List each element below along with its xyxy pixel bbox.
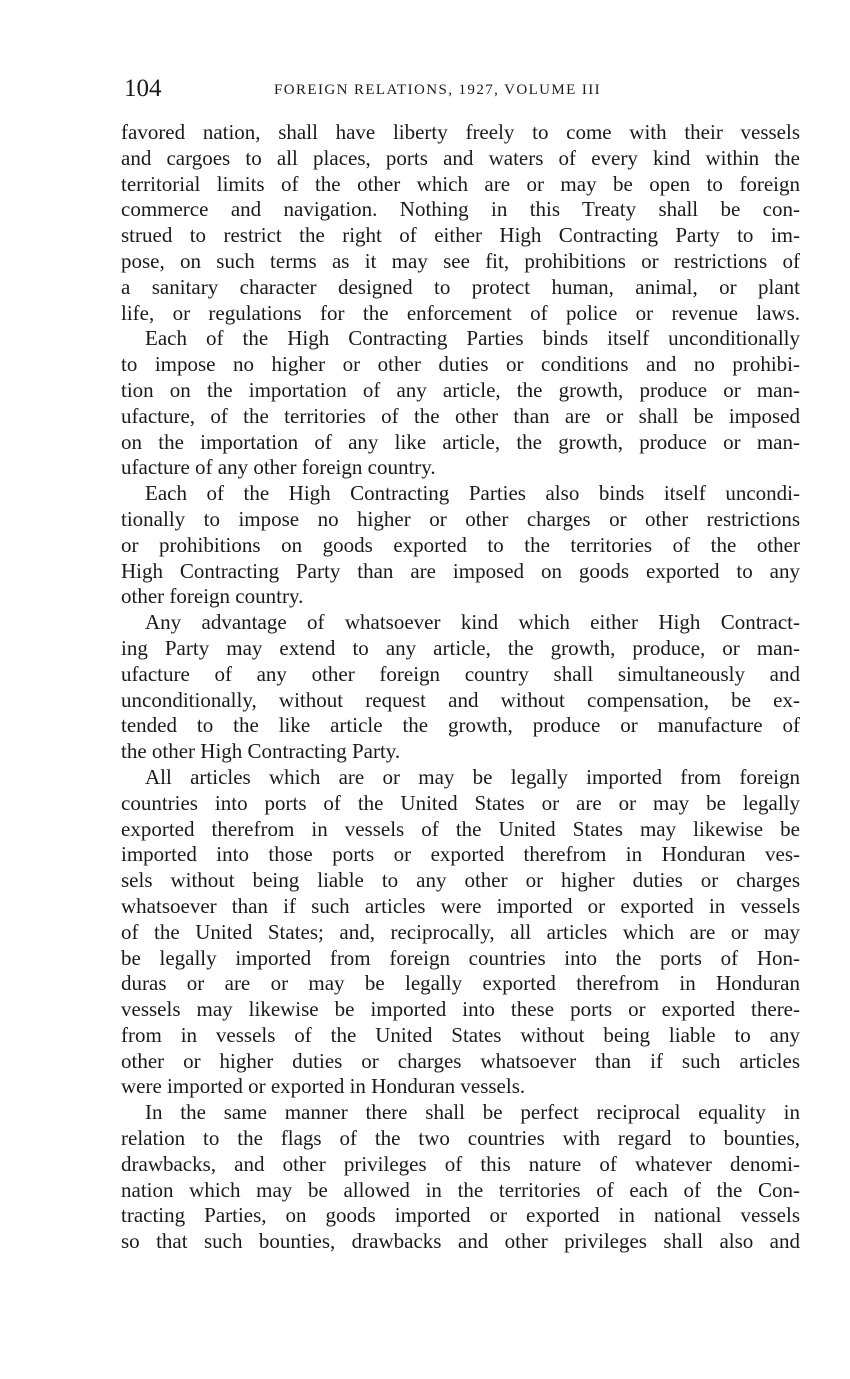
text-line: In the same manner there shall be perfect reciprocal equality in — [145, 1100, 800, 1125]
text-line: commerce and navigation. Nothing in this Treaty shall be con- — [121, 197, 800, 222]
text-line: sels without being liable to any other or higher duties or charges — [121, 868, 800, 893]
paragraph-flags — [121, 1100, 800, 1255]
text-line: or prohibitions on goods exported to the territories of the other — [121, 532, 800, 557]
text-line: vessels may likewise be imported into these ports or exported there- — [121, 997, 800, 1022]
text-line: to impose no higher or other duties or conditions and no prohibi- — [121, 352, 800, 377]
text-line: whatsoever than if such articles were imported or exported in vessels — [121, 893, 800, 918]
text-line: ufacture of any other foreign country. — [121, 455, 436, 480]
text-line: relation to the flags of the two countries with regard to bounties, — [121, 1126, 800, 1151]
text-line: strued to restrict the right of either High Contracting Party to im- — [121, 223, 800, 248]
text-line: territorial limits of the other which are or may be open to foreign — [121, 171, 800, 196]
text-line: ing Party may extend to any article, the growth, produce, or man- — [121, 635, 800, 660]
text-line: favored nation, shall have liberty freely to come with their vessels — [121, 120, 800, 144]
text-line: unconditionally, without request and without compensation, be ex- — [121, 687, 800, 712]
text-line: Each of the High Contracting Parties also binds itself uncondi- — [145, 481, 800, 506]
paragraph-export-charges — [121, 481, 800, 610]
text-line: and cargoes to all places, ports and waters of every kind within the — [121, 145, 800, 170]
paragraph-continuation — [121, 120, 800, 326]
text-line: Each of the High Contracting Parties binds itself unconditionally — [145, 326, 800, 351]
text-line: of the United States; and, reciprocally, all articles which are or may — [121, 919, 800, 944]
text-line: High Contracting Party than are imposed on goods exported to any — [121, 558, 800, 583]
text-line: exported therefrom in vessels of the United States may likewise be — [121, 816, 800, 841]
text-line: life, or regulations for the enforcement of police or revenue laws. — [121, 300, 800, 325]
body-text — [121, 120, 800, 1255]
text-line: imported into those ports or exported therefrom in Honduran ves- — [121, 842, 800, 867]
paragraph-import-duties — [121, 326, 800, 481]
text-line: the other High Contracting Party. — [121, 739, 401, 764]
text-line: drawbacks, and other privileges of this nature of whatever denomi- — [121, 1151, 800, 1176]
text-line: nation which may be allowed in the territories of each of the Con- — [121, 1177, 800, 1202]
text-line: from in vessels of the United States without being liable to any — [121, 1022, 800, 1047]
text-line: were imported or exported in Honduran vessels. — [121, 1074, 526, 1099]
running-title: FOREIGN RELATIONS, 1927, VOLUME III — [274, 82, 602, 98]
page-header — [124, 72, 800, 106]
text-line: so that such bounties, drawbacks and other privileges shall also and — [121, 1229, 800, 1254]
text-line: Any advantage of whatsoever kind which either High Contract- — [145, 610, 800, 635]
paragraph-advantage — [121, 610, 800, 765]
text-line: ufacture of any other foreign country shall simultaneously and — [121, 661, 800, 686]
page-number: 104 — [124, 75, 162, 102]
text-line: tracting Parties, on goods imported or exported in national vessels — [121, 1203, 800, 1228]
text-line: tion on the importation of any article, the growth, produce or man- — [121, 377, 800, 402]
text-line: ufacture, of the territories of the other than are or shall be imposed — [121, 403, 800, 428]
text-line: tionally to impose no higher or other charges or other restrictions — [121, 506, 800, 531]
text-line: be legally imported from foreign countries into the ports of Hon- — [121, 945, 800, 970]
paragraph-vessels — [121, 765, 800, 1100]
text-line: other foreign country. — [121, 584, 304, 609]
text-line: a sanitary character designed to protect human, animal, or plant — [121, 274, 800, 299]
text-line: pose, on such terms as it may see fit, prohibitions or restrictions of — [121, 248, 800, 273]
text-line: duras or are or may be legally exported therefrom in Honduran — [121, 971, 800, 996]
text-line: countries into ports of the United States or are or may be legally — [121, 790, 800, 815]
text-line: tended to the like article the growth, produce or manufacture of — [121, 713, 800, 738]
text-line: other or higher duties or charges whatsoever than if such articles — [121, 1048, 800, 1073]
text-line: on the importation of any like article, the growth, produce or man- — [121, 429, 800, 454]
text-line: All articles which are or may be legally imported from foreign — [145, 764, 800, 789]
